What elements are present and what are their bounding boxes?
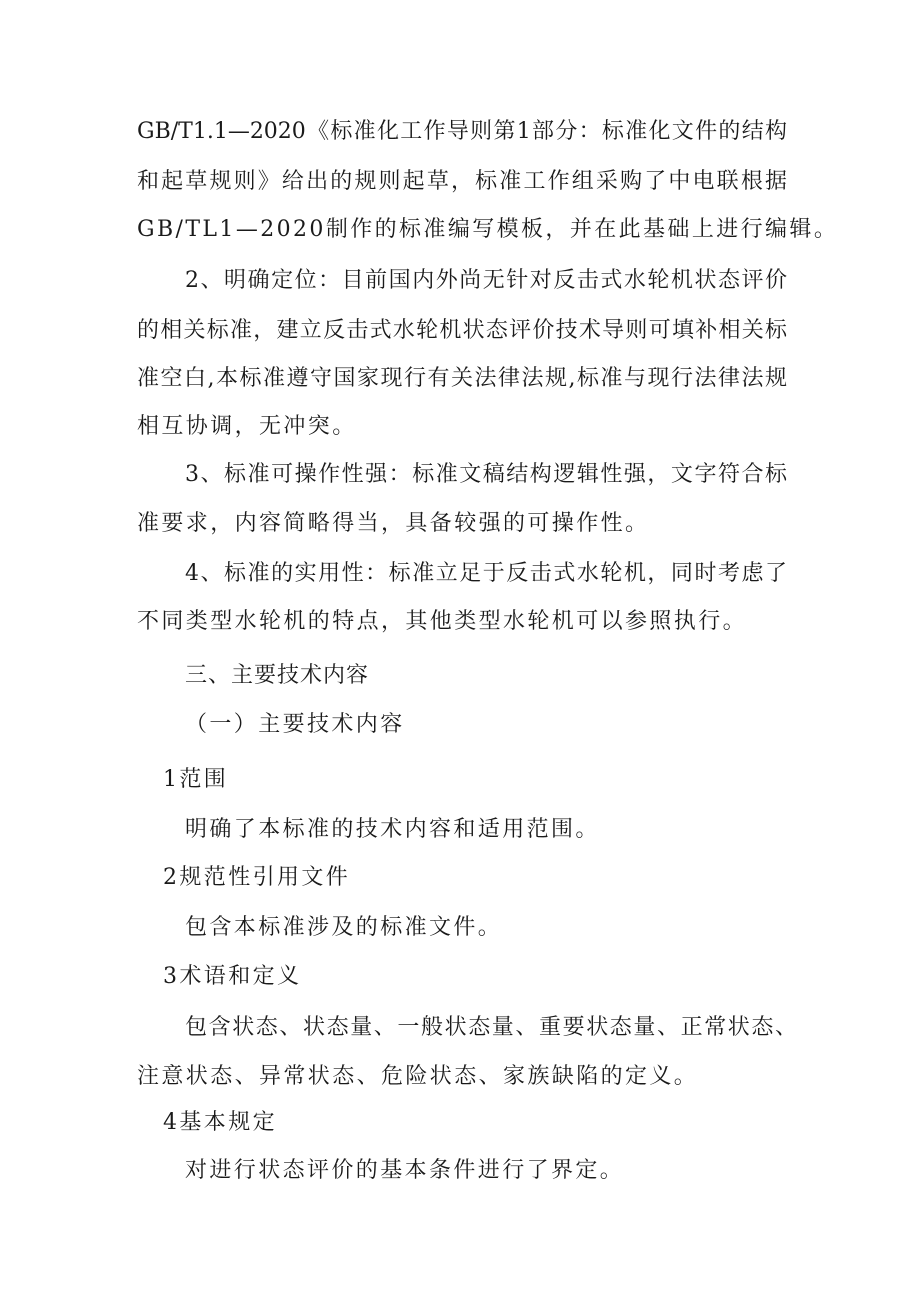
- item-1-desc: 明确了本标准的技术内容和适用范围。: [185, 817, 600, 842]
- item-2-desc: 包含本标准涉及的标准文件。: [185, 915, 503, 940]
- item-2-title: 2规范性引用文件: [163, 865, 351, 890]
- intro-line-2: 和起草规则》给出的规则起草，标准工作组采购了中电联根据: [137, 169, 787, 194]
- item-4-desc: 对进行状态评价的基本条件进行了界定。: [185, 1158, 625, 1183]
- point2-line-1: 2、明确定位：目前国内外尚无针对反击式水轮机状态评价: [185, 268, 787, 293]
- point4-line-1: 4、标准的实用性：标准立足于反击式水轮机，同时考虑了: [185, 561, 787, 586]
- item-1-title: 1范围: [163, 767, 229, 792]
- item-3-desc-line-1: 包含状态、状态量、一般状态量、重要状态量、正常状态、: [185, 1015, 799, 1040]
- point2-line-4: 相互协调，无冲突。: [137, 414, 357, 439]
- section-heading: 三、主要技术内容: [185, 663, 370, 688]
- item-4-title: 4基本规定: [163, 1110, 277, 1135]
- intro-line-3: GB/TL1—2020制作的标准编写模板，并在此基础上进行编辑。: [137, 217, 839, 242]
- point2-line-2: 的相关标准，建立反击式水轮机状态评价技术导则可填补相关标: [137, 318, 787, 343]
- item-3-title: 3术语和定义: [163, 964, 302, 989]
- point2-line-3: 准空白,本标准遵守国家现行有关法律法规,标准与现行法律法规: [137, 366, 787, 391]
- item-3-desc-line-2: 注意状态、异常状态、危险状态、家族缺陷的定义。: [137, 1064, 699, 1089]
- point4-line-2: 不同类型水轮机的特点，其他类型水轮机可以参照执行。: [137, 609, 748, 634]
- intro-line-1: GB/T1.1—2020《标准化工作导则第1部分：标准化文件的结构: [137, 119, 787, 144]
- section-subheading: （一）主要技术内容: [185, 712, 405, 737]
- point3-line-2: 准要求，内容简略得当，具备较强的可操作性。: [137, 511, 650, 536]
- point3-line-1: 3、标准可操作性强：标准文稿结构逻辑性强，文字符合标: [185, 462, 787, 487]
